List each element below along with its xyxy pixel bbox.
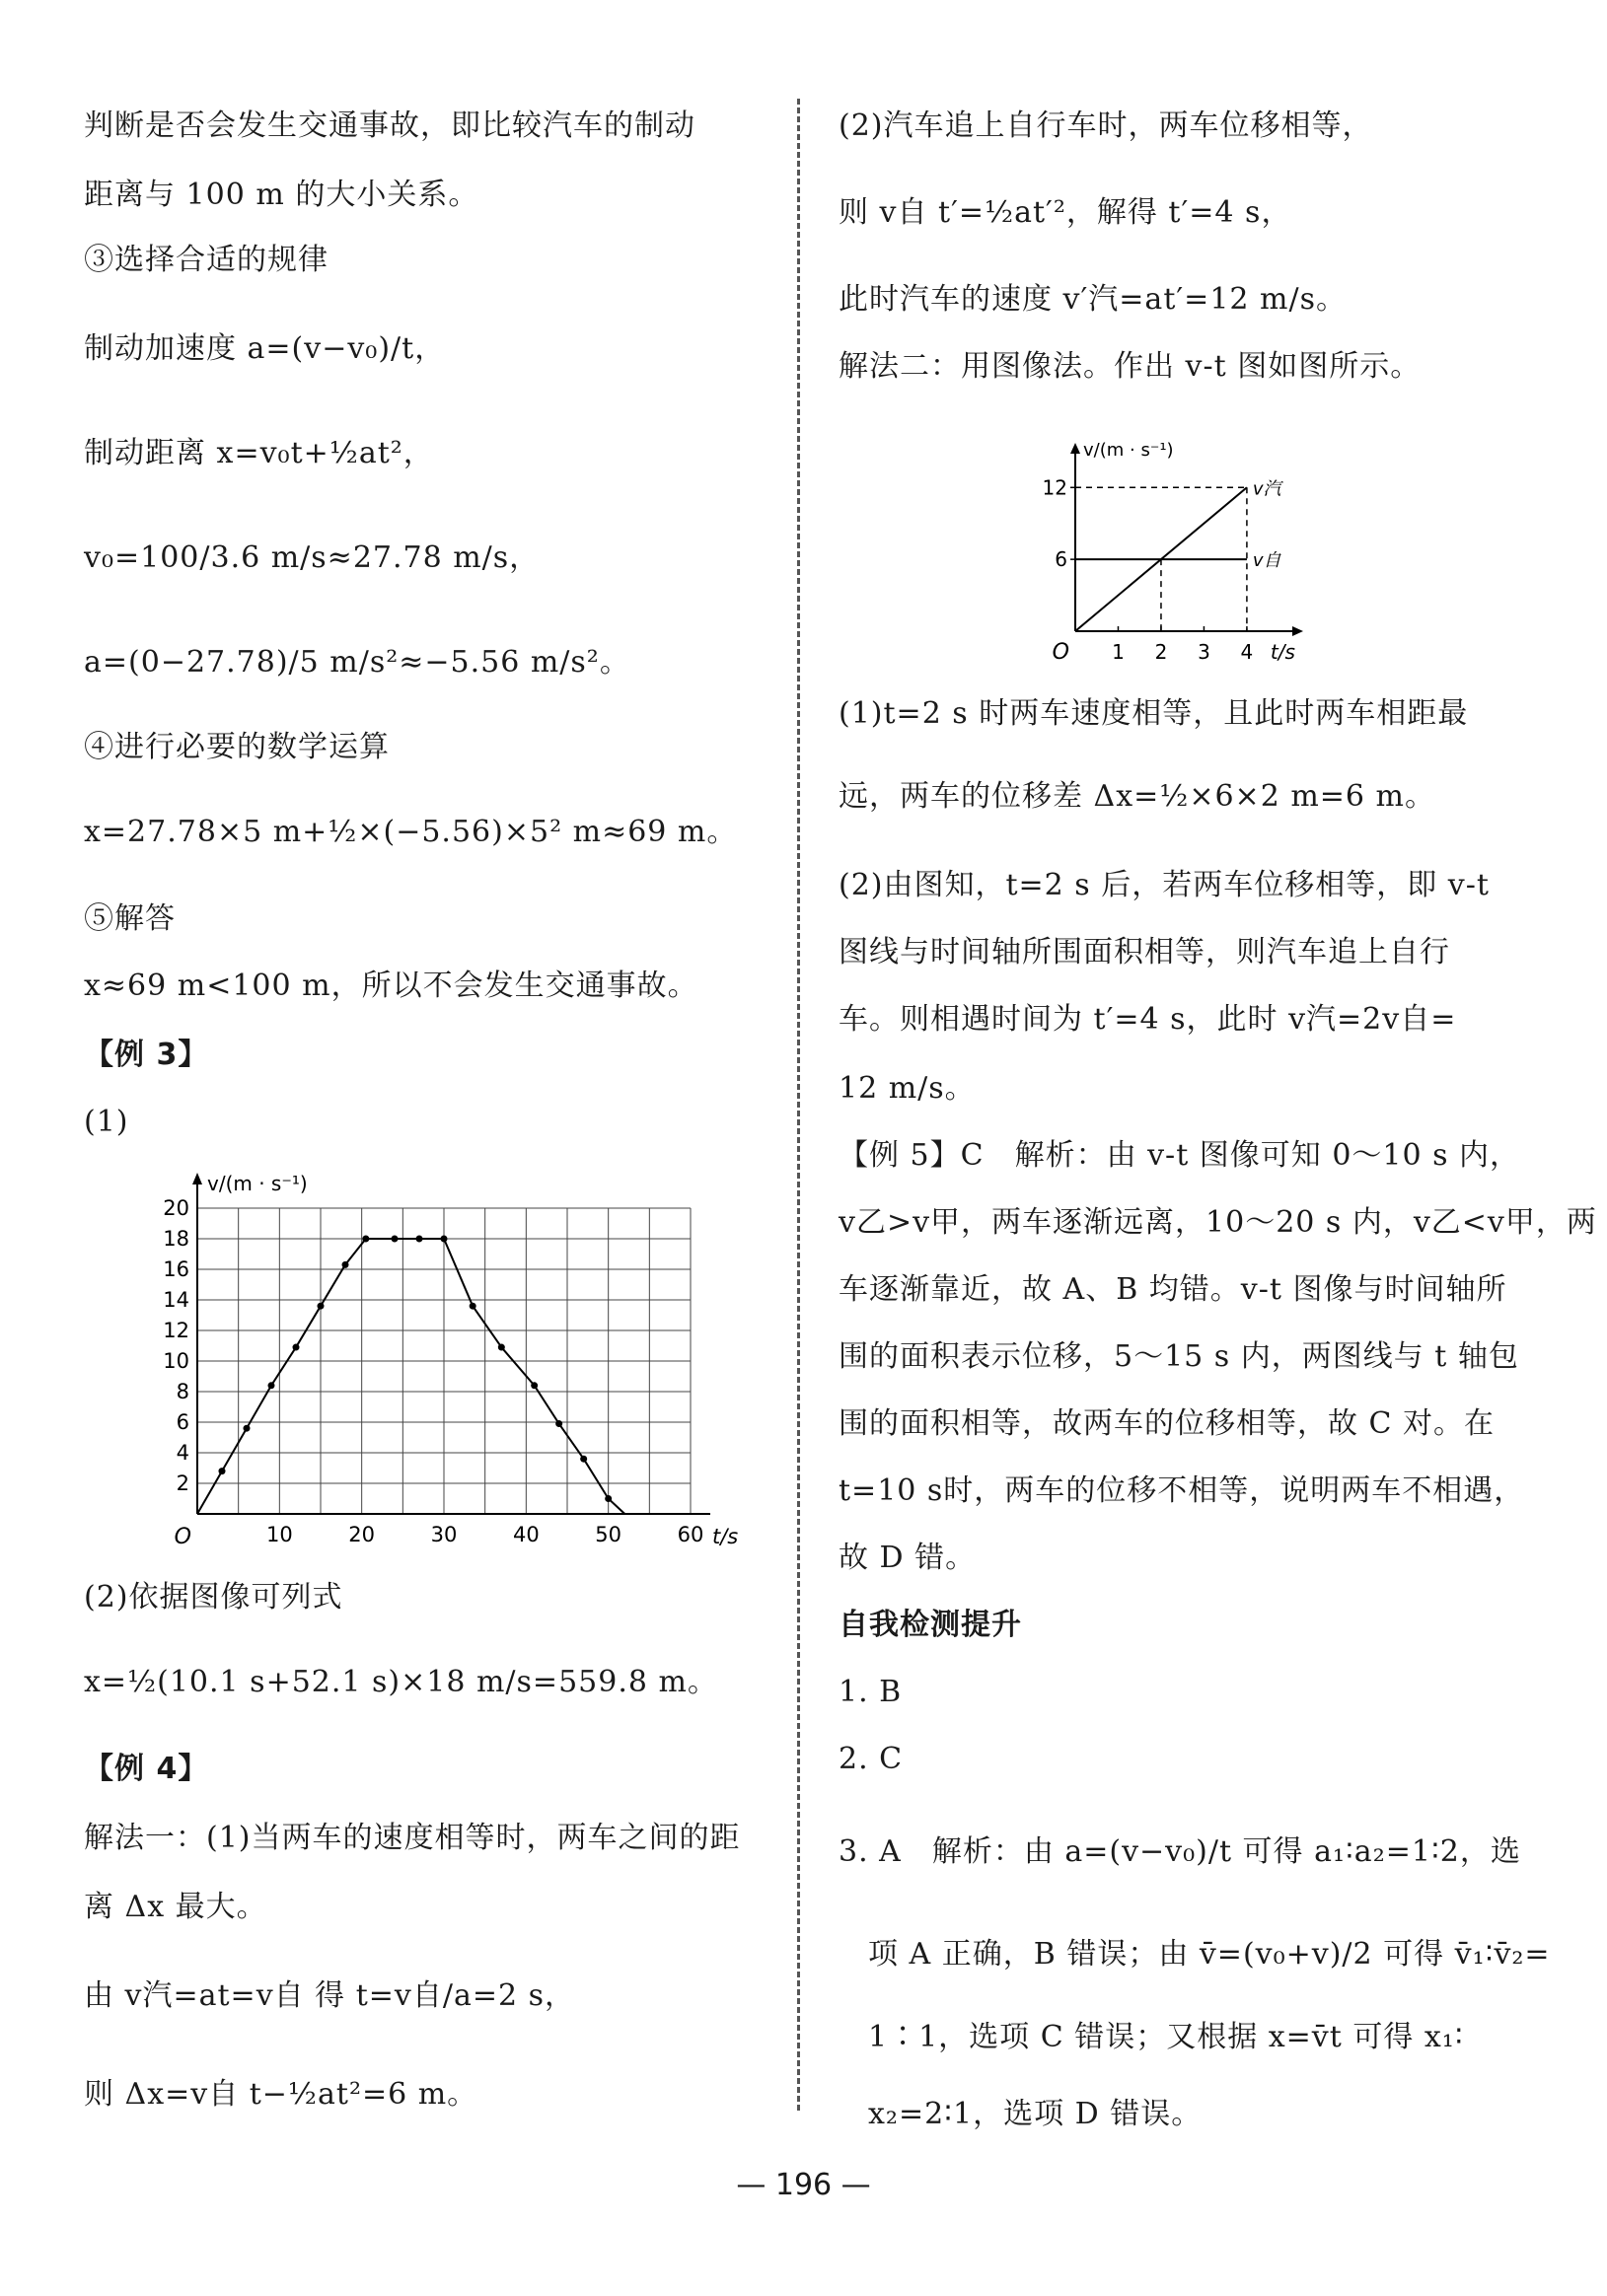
origin-label: O: [174, 1525, 191, 1549]
text-line: (1): [84, 1105, 129, 1139]
text-line: 12 m/s。: [839, 1071, 976, 1106]
text-line: ③选择合适的规律: [84, 243, 329, 277]
text-line: 故 D 错。: [839, 1541, 977, 1575]
data-point: [470, 1303, 476, 1310]
text-line: 【例 5】C 解析：由 v-t 图像可知 0～10 s 内，: [839, 1138, 1521, 1173]
text-line: 项 A 正确，B 错误；由 v̄=(v₀+v)/2 可得 v̄₁∶v̄₂=: [868, 1937, 1551, 1972]
y-tick-label: 12: [1042, 475, 1067, 500]
formula-line: 远，两车的位移差 Δx=½×6×2 m=6 m。: [839, 779, 1435, 814]
x-tick-label: 20: [348, 1523, 376, 1546]
y-tick-label: 14: [163, 1288, 189, 1312]
x-axis-arrow: [1292, 626, 1303, 636]
y-tick-label: 18: [163, 1227, 189, 1251]
data-point: [318, 1303, 325, 1310]
y-tick-label: 12: [163, 1319, 189, 1342]
x-tick-label: 2: [1154, 640, 1168, 664]
data-point: [244, 1425, 251, 1432]
data-point: [219, 1468, 226, 1474]
data-point: [580, 1456, 587, 1463]
series-line-v-t: [197, 1239, 624, 1514]
data-point: [498, 1344, 505, 1351]
formula-line: v₀=100/3.6 m/s≈27.78 m/s，: [84, 540, 541, 575]
data-point: [342, 1261, 349, 1268]
data-point: [268, 1382, 275, 1389]
chart-speed-time-2: [1036, 414, 1361, 671]
data-point: [362, 1236, 369, 1243]
y-axis-arrow: [192, 1173, 202, 1184]
formula-line: 此时汽车的速度 v′汽=at′=12 m/s。: [839, 282, 1347, 317]
x-tick-label: 3: [1198, 640, 1210, 664]
text-line: ④进行必要的数学运算: [84, 730, 390, 764]
text-line: 1∶1，选项 C 错误；又根据 x=v̄t 可得 x₁∶: [868, 2020, 1464, 2054]
y-axis-label: v/(m · s⁻¹): [1083, 440, 1174, 461]
data-point: [531, 1382, 538, 1389]
text-line: 围的面积表示位移，5～15 s 内，两图线与 t 轴包: [839, 1339, 1519, 1374]
x-tick-label: 60: [677, 1523, 704, 1546]
text-line: x₂=2∶1，选项 D 错误。: [868, 2097, 1203, 2131]
text-line: 距离与 100 m 的大小关系。: [84, 178, 479, 212]
column-divider: [797, 99, 800, 2111]
answer-line: 3. A 解析：由 a=(v−v₀)/t 可得 a₁∶a₂=1∶2，选: [839, 1834, 1521, 1869]
formula-line: 制动加速度 a=(v−v₀)/t，: [84, 331, 446, 366]
y-tick-label: 6: [1055, 547, 1067, 572]
text-line: v乙>v甲，两车逐渐远离，10～20 s 内，v乙<v甲，两: [839, 1205, 1597, 1240]
x-tick-label: 4: [1240, 640, 1254, 664]
y-axis-arrow: [1070, 443, 1080, 454]
y-tick-label: 2: [176, 1471, 189, 1495]
formula-line: x=½(10.1 s+52.1 s)×18 m/s=559.8 m。: [84, 1665, 718, 1699]
answer-line: 2. C: [839, 1742, 904, 1776]
data-point: [605, 1495, 612, 1502]
text-line: 解法二：用图像法。作出 v-t 图如图所示。: [839, 349, 1422, 384]
data-point: [441, 1236, 448, 1243]
x-axis-label: t/s: [712, 1525, 739, 1548]
section-heading: 【例 4】: [84, 1752, 209, 1786]
text-line: (2)汽车追上自行车时，两车位移相等，: [839, 108, 1373, 143]
text-line: ⑤解答: [84, 901, 176, 936]
section-heading: 自我检测提升: [839, 1608, 1022, 1642]
formula-line: a=(0−27.78)/5 m/s²≈−5.56 m/s²。: [84, 645, 630, 680]
section-heading: 【例 3】: [84, 1038, 209, 1072]
x-tick-label: 50: [595, 1523, 622, 1546]
x-tick-label: 1: [1112, 640, 1125, 664]
data-point: [392, 1236, 399, 1243]
formula-line: 则 Δx=v自 t−½at²=6 m。: [84, 2077, 478, 2112]
data-point: [293, 1344, 300, 1351]
x-tick-label: 40: [512, 1523, 540, 1546]
text-line: (1)t=2 s 时两车速度相等，且此时两车相距最: [839, 696, 1469, 731]
data-point: [555, 1420, 562, 1427]
x-tick-label: 10: [265, 1523, 293, 1546]
y-axis-label: v/(m · s⁻¹): [207, 1172, 308, 1195]
chart-speed-time-1: [148, 1164, 739, 1558]
text-line: (2)依据图像可列式: [84, 1580, 343, 1614]
answer-line: 1. B: [839, 1675, 903, 1709]
origin-label: O: [1052, 640, 1069, 665]
y-tick-label: 10: [163, 1349, 189, 1373]
y-tick-label: 20: [163, 1196, 189, 1220]
text-line: (2)由图知，t=2 s 后，若两车位移相等，即 v-t: [839, 868, 1490, 902]
x-axis-label: t/s: [1270, 640, 1295, 664]
text-line: 车。则相遇时间为 t′=4 s，此时 v汽=2v自=: [839, 1002, 1457, 1037]
text-line: 图线与时间轴所围面积相等，则汽车追上自行: [839, 935, 1450, 969]
text-line: t=10 s时，两车的位移不相等，说明两车不相遇，: [839, 1473, 1525, 1508]
formula-line: 制动距离 x=v₀t+½at²，: [84, 436, 434, 470]
x-tick-label: 30: [430, 1523, 458, 1546]
data-point: [416, 1236, 423, 1243]
text-line: 离 Δx 最大。: [84, 1890, 267, 1924]
text-line: 解法一：(1)当两车的速度相等时，两车之间的距: [84, 1821, 741, 1855]
page-number: — 196 —: [736, 2168, 871, 2202]
y-tick-label: 16: [163, 1257, 189, 1281]
text-line: 判断是否会发生交通事故，即比较汽车的制动: [84, 108, 695, 143]
y-tick-label: 6: [176, 1410, 189, 1434]
y-tick-label: 8: [176, 1380, 189, 1403]
formula-line: 由 v汽=at=v自 得 t=v自/a=2 s，: [84, 1978, 576, 2013]
text-line: 围的面积相等，故两车的位移相等，故 C 对。在: [839, 1406, 1496, 1441]
text-line: 车逐渐靠近，故 A、B 均错。v-t 图像与时间轴所: [839, 1272, 1507, 1307]
series-label: v自: [1252, 550, 1281, 572]
series-label: v汽: [1252, 478, 1281, 500]
y-tick-label: 4: [176, 1441, 189, 1465]
text-line: x≈69 m<100 m，所以不会发生交通事故。: [84, 969, 698, 1003]
formula-line: 则 v自 t′=½at′²，解得 t′=4 s，: [839, 195, 1292, 230]
formula-line: x=27.78×5 m+½×(−5.56)×5² m≈69 m。: [84, 815, 738, 849]
